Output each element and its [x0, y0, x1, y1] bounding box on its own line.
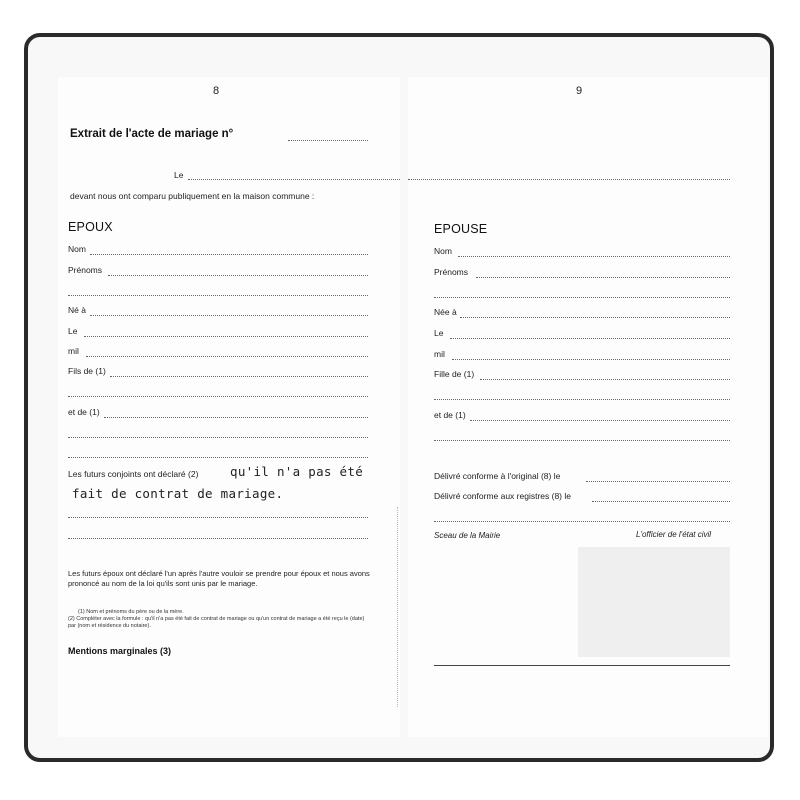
epouse-nom-line [458, 256, 730, 257]
delivre-original-label: Délivré conforme à l'original (8) le [434, 471, 561, 481]
epoux-le-label: Le [68, 326, 78, 336]
document-title: Extrait de l'acte de mariage n° [70, 128, 234, 140]
epoux-le-line [84, 336, 368, 337]
epoux-prenoms-line [108, 275, 368, 276]
epoux-et-de-line [104, 417, 368, 418]
contract-line-4 [68, 538, 368, 539]
epoux-mil-line [86, 356, 368, 357]
contract-handwritten-1: qu'il n'a pas été [230, 464, 364, 479]
contract-handwritten-2: fait de contrat de mariage. [72, 486, 284, 501]
appearance-text: devant nous ont comparu publiquement en la maison commune : [70, 191, 315, 201]
epoux-nom-label: Nom [68, 244, 86, 254]
epouse-fille-de-line [480, 379, 730, 380]
delivre-registres-line [592, 501, 730, 502]
page-number-right: 9 [576, 85, 583, 97]
epoux-et-de-line-3 [68, 457, 368, 458]
epouse-le-label: Le [434, 328, 444, 338]
footnote-2: (2) Compléter avec la formule : qu'il n'a pas été fait de contrat de mariage ou qu'un contrat de mariage a été reçu le (date) par (nom et résidence du notaire). [68, 616, 365, 629]
signature-line [434, 665, 730, 666]
contract-label: Les futurs conjoints ont déclaré (2) [68, 469, 199, 479]
delivre-line-3 [434, 521, 730, 522]
epoux-ne-a-label: Né à [68, 305, 86, 315]
epouse-fille-de-line-2 [434, 399, 730, 400]
epoux-et-de-label: et de (1) [68, 407, 100, 417]
epouse-nom-label: Nom [434, 246, 452, 256]
epoux-fils-de-label: Fils de (1) [68, 366, 106, 376]
epouse-mil-line [452, 359, 730, 360]
mentions-marginales: Mentions marginales (3) [68, 646, 172, 656]
delivre-original-line [586, 481, 730, 482]
left-page [58, 77, 400, 737]
epoux-ne-a-line [90, 315, 368, 316]
contract-line-3 [68, 517, 368, 518]
date-line [188, 179, 400, 180]
epoux-heading: EPOUX [68, 220, 113, 234]
epoux-fils-de-line [110, 376, 368, 377]
epoux-et-de-line-2 [68, 437, 368, 438]
epoux-prenoms-label: Prénoms [68, 265, 103, 275]
date-label: Le [174, 170, 184, 180]
epouse-prenoms-line-2 [434, 297, 730, 298]
epouse-et-de-line-2 [434, 440, 730, 441]
footnote-1: (1) Nom et prénoms du père ou de la mère. [78, 609, 184, 615]
document-frame [24, 33, 774, 762]
epouse-heading: EPOUSE [434, 222, 488, 236]
epouse-mil-label: mil [434, 349, 445, 359]
date-line-continued [408, 179, 730, 180]
officier-label: L'officier de l'état civil [636, 530, 712, 539]
epouse-prenoms-line [476, 277, 730, 278]
epouse-et-de-line [470, 420, 730, 421]
page-gutter [397, 507, 398, 707]
epoux-mil-label: mil [68, 346, 79, 356]
epoux-nom-line [90, 254, 368, 255]
epoux-prenoms-line-2 [68, 295, 368, 296]
epouse-nee-a-line [460, 317, 730, 318]
epoux-fils-de-line-2 [68, 396, 368, 397]
epouse-prenoms-label: Prénoms [434, 267, 469, 277]
page-number-left: 8 [213, 85, 220, 97]
epouse-nee-a-label: Née à [434, 307, 457, 317]
signature-area [578, 547, 730, 657]
epouse-et-de-label: et de (1) [434, 410, 466, 420]
sceau-label: Sceau de la Mairie [434, 531, 501, 540]
epouse-fille-de-label: Fille de (1) [434, 369, 475, 379]
epouse-le-line [450, 338, 730, 339]
delivre-registres-label: Délivré conforme aux registres (8) le [434, 491, 571, 501]
right-page [408, 77, 768, 737]
declaration-text: Les futurs époux ont déclaré l'un après l'autre vouloir se prendre pour époux et nous avons prononcé au nom de la loi qu'ils sont unis par le mariage. [68, 569, 370, 588]
act-number-line [288, 140, 368, 141]
